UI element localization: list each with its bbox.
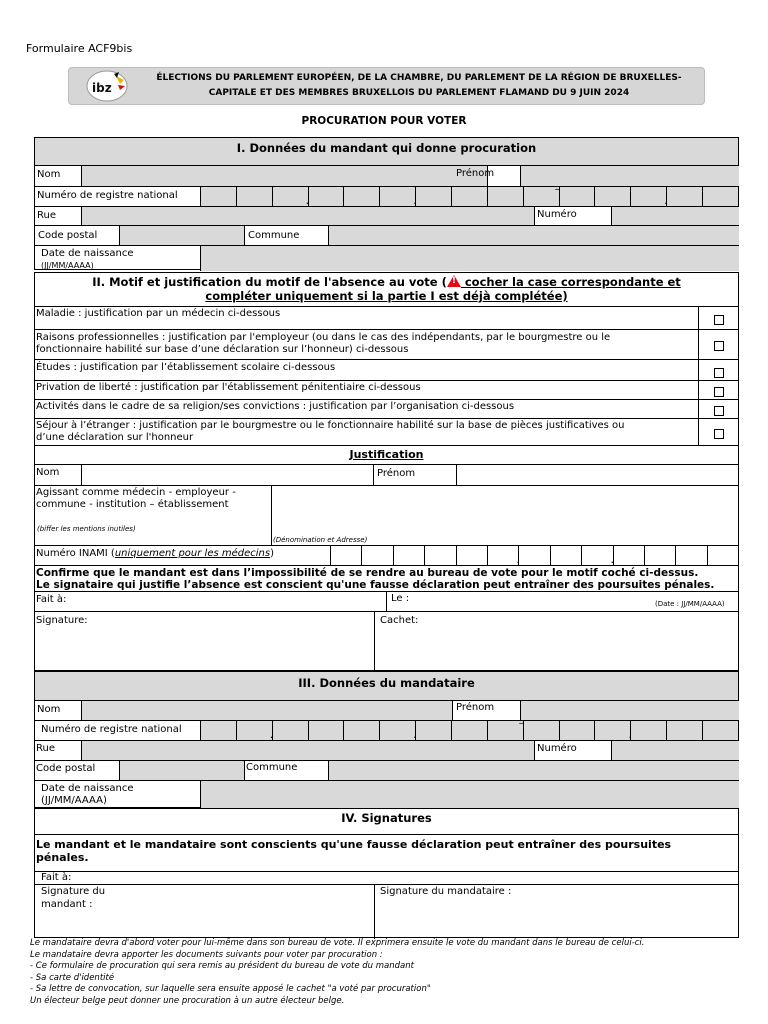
checkbox-professionnelles[interactable] [714, 341, 724, 351]
mandataire-commune-field[interactable] [328, 761, 739, 780]
footer-notes [30, 938, 750, 1007]
note-line: - Sa carte d'identité [30, 972, 115, 983]
section-4-title: IV. Signatures [341, 811, 432, 825]
mandant-registre-field[interactable] [200, 187, 738, 206]
label-mandataire-naissance-format: (JJ/MM/AAAA) [41, 795, 107, 806]
justification-title: Justification [349, 448, 424, 461]
section-motif [34, 272, 739, 671]
section-2-title: II. Motif et justification du motif de l'absence au vote (! cocher la case correspondante et compléter uniquement si la partie I est déjà complétée) [35, 275, 738, 303]
mandant-naissance-field[interactable] [200, 246, 739, 271]
label-naissance-format: (JJ/MM/AAAA) [41, 261, 94, 270]
banner-title: ÉLECTIONS DU PARLEMENT EUROPÉEN, DE LA CHAMBRE, DU PARLEMENT DE LA RÉGION DE BRUXELLES- CAPITALE ET DES MEMBRES BRUXELLOIS DU PARLEMENT FLAMAND DU 9 JUIN 2024 [156, 73, 682, 98]
label-mandataire-registre: Numéro de registre national [41, 724, 182, 735]
label-registre: Numéro de registre national [37, 190, 178, 201]
mandataire-code-postal-field[interactable] [119, 761, 245, 780]
reason-maladie: Maladie : justification par un médecin ci-dessous [36, 308, 281, 319]
checkbox-etranger[interactable] [714, 429, 724, 439]
label-biffer: (biffer les mentions inutiles) [37, 525, 136, 533]
label-mandataire-code-postal: Code postal [36, 763, 96, 774]
label-code-postal: Code postal [38, 230, 98, 241]
label-agissant-cont: commune - institution – établissement [36, 499, 229, 510]
inami-field[interactable] [330, 546, 738, 565]
reason-etranger-cont: d’une déclaration sur l'honneur [36, 432, 194, 443]
mandataire-prenom-field[interactable] [520, 701, 739, 720]
mandataire-naissance-field[interactable] [200, 781, 739, 809]
label-justif-fait-a: Fait à: [36, 594, 67, 605]
mandant-code-postal-field[interactable] [119, 226, 245, 245]
label-mandataire-naissance: Date de naissance [41, 783, 134, 794]
document-title: PROCURATION POUR VOTER [301, 115, 467, 127]
section-mandant [34, 137, 739, 270]
label-mandataire-commune: Commune [246, 762, 298, 773]
label-signature-mandant-cont: mandant : [41, 899, 93, 910]
label-inami: Numéro INAMI (uniquement pour les médecins) [36, 548, 274, 559]
label-date-format: (Date : JJ/MM/AAAA) [655, 600, 725, 608]
mandant-commune-field[interactable] [328, 226, 739, 245]
section-3-title: III. Données du mandataire [298, 676, 475, 690]
checkbox-privation[interactable] [714, 387, 724, 397]
label-rue: Rue [37, 210, 56, 221]
label-justif-nom: Nom [36, 467, 60, 478]
checkbox-religion[interactable] [714, 406, 724, 416]
label-prenom: Prénom [456, 168, 495, 179]
mandataire-registre-field[interactable] [200, 721, 738, 740]
mandataire-nom-field[interactable] [81, 701, 453, 720]
mandant-numero-field[interactable] [611, 207, 739, 225]
ibz-logo [86, 70, 128, 102]
label-mandataire-nom: Nom [37, 704, 61, 715]
label-agissant: Agissant comme médecin - employeur - [36, 487, 236, 498]
note-line: - Sa lettre de convocation, sur laquelle sera ensuite apposé le cachet "a voté par procuration" [30, 984, 431, 994]
signatures-statement-2: pénales. [36, 851, 89, 864]
note-line: - Ce formulaire de procuration qui sera remis au président du bureau de vote du mandant [30, 961, 414, 971]
label-justif-prenom: Prénom [377, 468, 416, 479]
section-1-title: I. Données du mandant qui donne procuration [236, 141, 537, 155]
label-signature-mandant: Signature du [41, 886, 106, 897]
signatures-statement: Le mandant et le mandataire sont conscients qu'une fausse déclaration peut entraîner des poursuites [36, 838, 672, 851]
label-mandataire-prenom: Prénom [456, 702, 495, 713]
label-naissance: Date de naissance [41, 248, 134, 259]
confirm-statement-2: Le signataire qui justifie l’absence est conscient qu'une fausse déclaration peut entraîner des poursuites pénales. [36, 579, 715, 591]
label-nom: Nom [37, 169, 61, 180]
label-signature: Signature: [36, 615, 88, 626]
label-signature-mandataire: Signature du mandataire : [380, 886, 512, 897]
mandant-rue-field[interactable] [81, 207, 535, 225]
checkbox-etudes[interactable] [714, 368, 724, 378]
label-numero: Numéro [537, 209, 577, 220]
mandataire-numero-field[interactable] [611, 741, 739, 760]
confirm-statement: Confirme que le mandant est dans l’impossibilité de se rendre au bureau de vote pour le motif coché ci-dessus. [36, 567, 699, 579]
label-denomination: (Dénomination et Adresse) [273, 536, 368, 544]
justif-fait-a-field[interactable] [35, 592, 387, 611]
note-line: Le mandataire devra d'abord voter pour lui-même dans son bureau de vote. Il exprimera ensuite le vote du mandant dans le bureau de celui-ci. [30, 938, 645, 948]
reason-etudes: Études : justification par l’établissement scolaire ci-dessous [36, 362, 336, 373]
note-line: Le mandataire devra apporter les documents suivants pour voter par procuration : [30, 949, 383, 960]
label-mandataire-numero: Numéro [537, 743, 577, 754]
reason-religion: Activités dans le cadre de sa religion/ses convictions : justification par l’organisation ci-dessous [36, 401, 515, 412]
note-line: Un électeur belge peut donner une procuration à un autre électeur belge. [30, 995, 345, 1006]
checkbox-maladie[interactable] [714, 315, 724, 325]
label-mandataire-rue: Rue [36, 743, 55, 754]
section-signatures [34, 808, 739, 938]
reason-privation: Privation de liberté : justification par l'établissement pénitentiaire ci-dessous [36, 382, 421, 393]
reason-etranger: Séjour à l’étranger : justification par le bourgmestre ou le fonctionnaire habilité sur la base de pièces justificatives ou [36, 420, 625, 431]
reason-professionnelles-cont: fonctionnaire habilité sur base d’une déclaration sur l’honneur) ci-dessous [36, 344, 409, 355]
label-signatures-fait-a: Fait à: [41, 872, 72, 883]
form-id: Formulaire ACF9bis [26, 42, 133, 55]
label-cachet: Cachet: [380, 615, 419, 626]
mandataire-rue-field[interactable] [81, 741, 535, 760]
svg-text:ibz: ibz [92, 81, 112, 95]
label-le: Le : [391, 593, 410, 604]
reason-professionnelles: Raisons professionnelles : justification par l'employeur (ou dans le cas des indépendants, par le bourgmestre ou le [36, 332, 611, 343]
mandant-nom-field[interactable] [81, 166, 488, 186]
election-banner [68, 67, 705, 105]
justif-nom-field[interactable] [81, 465, 374, 485]
section-mandataire [34, 671, 739, 808]
mandant-prenom-field[interactable] [520, 166, 739, 186]
warning-icon [447, 275, 461, 287]
label-commune: Commune [248, 230, 300, 241]
justif-prenom-field[interactable] [456, 465, 739, 485]
